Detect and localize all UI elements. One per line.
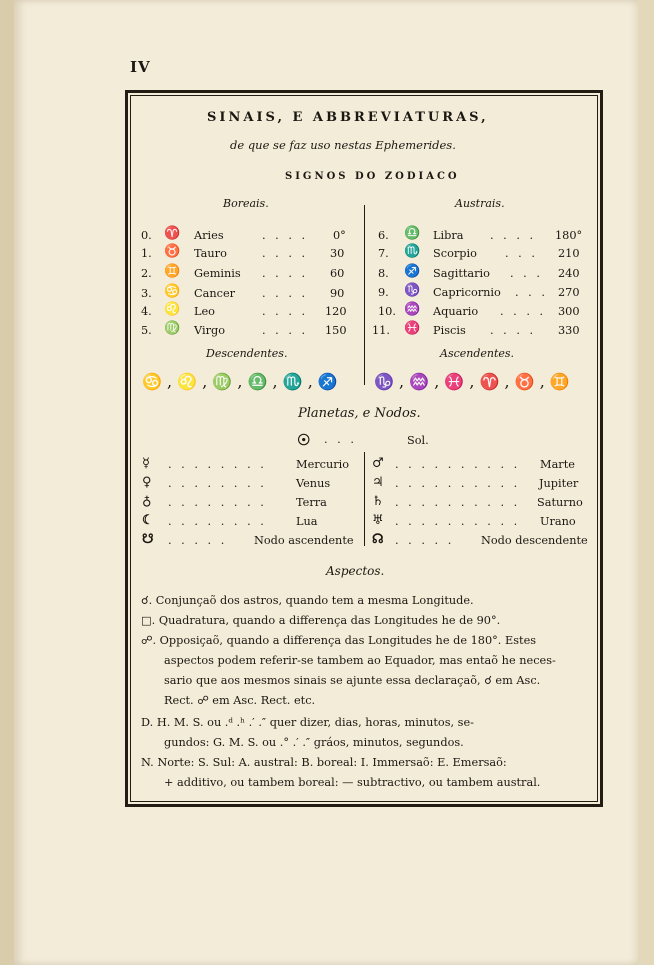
sagittarius-icon: ♐ — [404, 264, 421, 279]
aspect-line: ☌. Conjunçaõ dos astros, quando tem a mesma Longitude. — [141, 594, 474, 607]
taurus-icon: ♉ — [164, 244, 181, 259]
leader-dots: . . . . — [262, 287, 309, 300]
aspect-line: + additivo, ou tambem boreal: — subtractivo, ou tambem austral. — [164, 776, 541, 789]
leader-dots: . . . . . . . . — [168, 496, 267, 509]
descending-node-icon: ☊ — [372, 532, 384, 547]
pisces-icon: ♓ — [404, 321, 421, 336]
zodiac-degree: 180° — [555, 229, 583, 242]
libra-icon: ♎ — [404, 226, 421, 241]
zodiac-number: 6. — [378, 229, 389, 242]
leo-icon: ♌ — [164, 302, 181, 317]
ascendentes-label: Ascendentes. — [440, 347, 515, 360]
aspect-line: D. H. M. S. ou .ᵈ .ʰ .′ .″ quer dizer, dias, horas, minutos, se- — [141, 716, 474, 729]
zodiac-divider — [364, 205, 365, 385]
aries-icon: ♈ — [164, 226, 181, 241]
planet-name: Saturno — [537, 496, 583, 509]
gemini-icon: ♊ — [164, 264, 181, 279]
zodiac-name: Leo — [194, 305, 215, 318]
zodiac-degree: 270 — [558, 286, 580, 299]
leader-dots: . . . . — [262, 324, 309, 337]
planet-name: Jupiter — [539, 477, 579, 490]
planet-name: Terra — [296, 496, 327, 509]
aspect-line: Rect. ☍ em Asc. Rect. etc. — [164, 694, 316, 707]
zodiac-degree: 330 — [558, 324, 580, 337]
boreal-label: Boreais. — [223, 197, 269, 210]
leader-dots: . . . . — [262, 247, 309, 260]
uranus-icon: ♅ — [372, 513, 384, 528]
zodiac-name: Aquario — [433, 305, 479, 318]
leader-dots: . . . . . . . . — [168, 477, 267, 490]
book-gutter — [0, 0, 14, 965]
zodiac-number: 9. — [378, 286, 389, 299]
leader-dots: . . . . — [262, 267, 309, 280]
leader-dots: . . . . . — [395, 534, 455, 547]
leader-dots: . . . — [505, 247, 538, 260]
zodiac-number: 4. — [141, 305, 152, 318]
planets-divider — [364, 452, 365, 546]
zodiac-name: Sagittario — [433, 267, 490, 280]
zodiac-degree: 300 — [558, 305, 580, 318]
zodiac-number: 0. — [141, 229, 152, 242]
leader-dots: . . . . . . . . . . — [395, 515, 521, 528]
page-edge — [638, 0, 654, 965]
descendentes-signs: ♋ , ♌ , ♍ , ♎ , ♏ , ♐ — [142, 372, 338, 391]
aspect-line: ☍. Opposiçaõ, quando a differença das Longitudes he de 180°. Estes — [141, 634, 537, 647]
sun-icon: ☉ — [297, 431, 311, 449]
zodiac-degree: 210 — [558, 247, 580, 260]
zodiac-heading: SIGNOS DO ZODIACO — [285, 171, 460, 182]
planet-name: Venus — [296, 477, 331, 490]
zodiac-name: Tauro — [194, 247, 227, 260]
planet-name: Marte — [540, 458, 575, 471]
leader-dots: . . . . . . . . . . — [395, 477, 521, 490]
venus-icon: ♀ — [142, 475, 152, 490]
zodiac-number: 8. — [378, 267, 389, 280]
leader-dots: . . . — [324, 433, 357, 446]
zodiac-degree: 0° — [333, 229, 346, 242]
zodiac-number: 2. — [141, 267, 152, 280]
austral-label: Austrais. — [455, 197, 505, 210]
zodiac-number: 3. — [141, 287, 152, 300]
aspect-line: N. Norte: S. Sul: A. austral: B. boreal: I. Immersaõ: E. Emersaõ: — [141, 756, 507, 769]
planet-name: Nodo ascendente — [254, 534, 354, 547]
planet-name: Lua — [296, 515, 318, 528]
mercury-icon: ☿ — [142, 456, 150, 471]
zodiac-degree: 90 — [330, 287, 345, 300]
ascending-node-icon: ☋ — [142, 532, 154, 547]
planet-name: Mercurio — [296, 458, 350, 471]
mars-icon: ♂ — [372, 456, 384, 471]
zodiac-number: 10. — [378, 305, 396, 318]
virgo-icon: ♍ — [164, 321, 181, 336]
ascendentes-signs: ♑ , ♒ , ♓ , ♈ , ♉ , ♊ — [374, 372, 570, 391]
aquarius-icon: ♒ — [404, 302, 421, 317]
zodiac-name: Aries — [194, 229, 224, 242]
scorpio-icon: ♏ — [404, 244, 421, 259]
descendentes-label: Descendentes. — [206, 347, 288, 360]
jupiter-icon: ♃ — [372, 475, 384, 490]
leader-dots: . . . . . . . . . . — [395, 496, 521, 509]
sun-label: Sol. — [407, 434, 429, 447]
zodiac-degree: 120 — [325, 305, 347, 318]
zodiac-degree: 240 — [558, 267, 580, 280]
leader-dots: . . . . — [262, 305, 309, 318]
aspect-line: sario que aos mesmos sinais se ajunte essa declaraçaõ, ☌ em Asc. — [164, 674, 541, 687]
zodiac-degree: 60 — [330, 267, 345, 280]
zodiac-number: 5. — [141, 324, 152, 337]
page-number: IV — [130, 58, 151, 76]
moon-icon: ☾ — [142, 513, 154, 528]
aspect-line: aspectos podem referir-se tambem ao Equador, mas entaõ he neces- — [164, 654, 556, 667]
leader-dots: . . . . . . . . . . — [395, 458, 521, 471]
zodiac-number: 1. — [141, 247, 152, 260]
zodiac-number: 7. — [378, 247, 389, 260]
zodiac-name: Capricornio — [433, 286, 501, 299]
leader-dots: . . . — [515, 286, 548, 299]
zodiac-name: Scorpio — [433, 247, 477, 260]
zodiac-name: Geminis — [194, 267, 241, 280]
saturn-icon: ♄ — [372, 494, 384, 509]
zodiac-degree: 30 — [330, 247, 345, 260]
zodiac-name: Virgo — [194, 324, 226, 337]
zodiac-number: 11. — [372, 324, 390, 337]
aspect-line: gundos: G. M. S. ou .° .′ .″ gráos, minutos, segundos. — [164, 736, 464, 749]
zodiac-degree: 150 — [325, 324, 347, 337]
leader-dots: . . . . — [490, 229, 537, 242]
leader-dots: . . . . — [500, 305, 547, 318]
zodiac-name: Cancer — [194, 287, 236, 300]
capricorn-icon: ♑ — [404, 283, 421, 298]
leader-dots: . . . . . . . . — [168, 458, 267, 471]
planet-name: Nodo descendente — [481, 534, 588, 547]
planets-heading: Planetas, e Nodos. — [298, 406, 421, 421]
leader-dots: . . . . — [262, 229, 309, 242]
leader-dots: . . . . . . . . — [168, 515, 267, 528]
zodiac-name: Libra — [433, 229, 464, 242]
leader-dots: . . . . . — [168, 534, 228, 547]
page-title: SINAIS, E ABBREVIATURAS, — [207, 110, 489, 125]
aspect-line: □. Quadratura, quando a differença das Longitudes he de 90°. — [141, 614, 501, 627]
leader-dots: . . . — [510, 267, 543, 280]
planet-name: Urano — [540, 515, 576, 528]
page-subtitle: de que se faz uso nestas Ephemerides. — [230, 138, 456, 152]
aspects-heading: Aspectos. — [326, 564, 385, 578]
zodiac-name: Piscis — [433, 324, 466, 337]
earth-icon: ♁ — [142, 494, 152, 509]
cancer-icon: ♋ — [164, 284, 181, 299]
leader-dots: . . . . — [490, 324, 537, 337]
